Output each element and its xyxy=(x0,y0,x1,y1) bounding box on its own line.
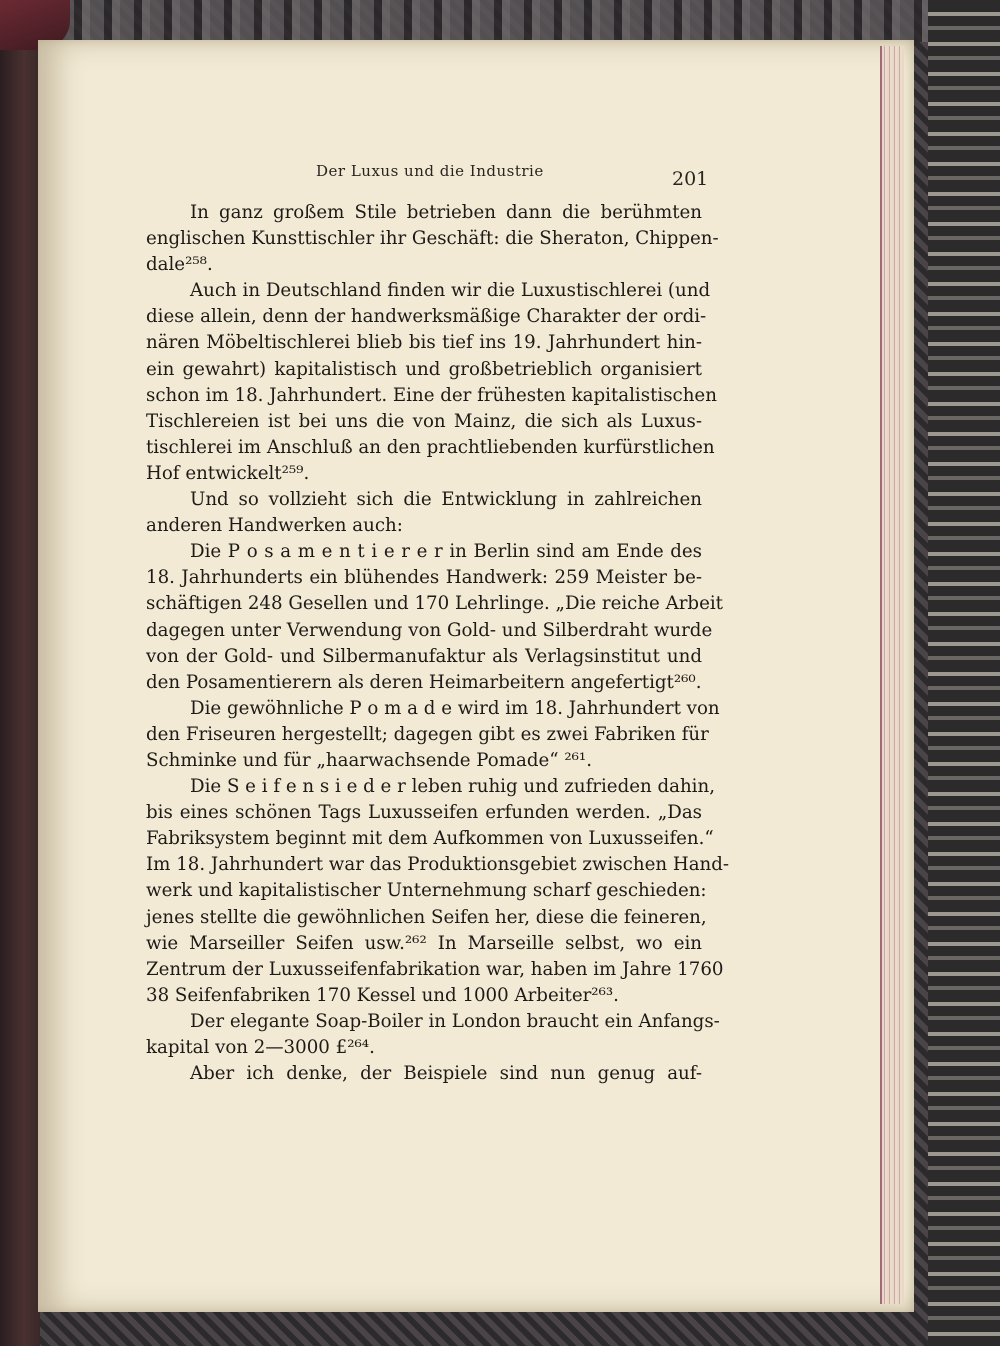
text-line: diese allein, denn der handwerksmäßige Charakter der ordi- xyxy=(146,306,707,328)
text-line: dale²⁵⁸. xyxy=(146,254,213,276)
page-number: 201 xyxy=(672,168,709,190)
text-line: tischlerei im Anschluß an den prachtliebenden kurfürstlichen xyxy=(146,436,715,458)
text-line: Aber ich denke, der Beispiele sind nun genug auf- xyxy=(190,1063,702,1085)
text-line: 18. Jahrhunderts ein blühendes Handwerk: 259 Meister be- xyxy=(146,567,702,589)
text-line: Zentrum der Luxusseifenfabrikation war, haben im Jahre 1760 xyxy=(146,958,724,980)
text-line: Hof entwickelt²⁵⁹. xyxy=(146,462,310,484)
running-title: Der Luxus und die Industrie xyxy=(316,162,544,180)
text-line: den Friseuren hergestellt; dagegen gibt es zwei Fabriken für xyxy=(146,723,709,745)
text-line: Im 18. Jahrhundert war das Produktionsgebiet zwischen Hand- xyxy=(146,854,730,876)
text-line: wie Marseiller Seifen usw.²⁶² In Marseille selbst, wo ein xyxy=(146,932,702,954)
text-line: nären Möbeltischlerei blieb bis tief ins 19. Jahrhundert hin- xyxy=(146,332,702,354)
page-header xyxy=(316,162,709,192)
text-line: Und so vollzieht sich die Entwicklung in zahlreichen xyxy=(190,489,702,511)
body-text xyxy=(146,200,730,1087)
text-line: den Posamentierern als deren Heimarbeitern angefertigt²⁶⁰. xyxy=(146,671,702,693)
text-line: werk und kapitalistischer Unternehmung scharf geschieden: xyxy=(146,880,707,902)
text-line: anderen Handwerken auch: xyxy=(146,515,403,537)
text-line: Auch in Deutschland finden wir die Luxustischlerei (und xyxy=(190,280,711,302)
text-line: Die gewöhnliche P o m a d e wird im 18. Jahrhundert von xyxy=(190,697,720,719)
text-line: Schminke und für „haarwachsende Pomade“ ²⁶¹. xyxy=(146,749,592,771)
cover-pattern-right xyxy=(928,0,1000,1346)
text-line: kapital von 2—3000 £²⁶⁴. xyxy=(146,1037,375,1058)
text-line: Die S e i f e n s i e d e r leben ruhig und zufrieden dahin, xyxy=(190,776,715,798)
text-line: dagegen unter Verwendung von Gold- und Silberdraht wurde xyxy=(146,619,713,641)
text-line: von der Gold- und Silbermanufaktur als Verlagsinstitut und xyxy=(146,645,702,667)
text-line: schäftigen 248 Gesellen und 170 Lehrlinge. „Die reiche Arbeit xyxy=(146,593,723,615)
page-edges xyxy=(880,46,904,1304)
cover-pattern-top xyxy=(0,0,1000,42)
text-line: schon im 18. Jahrhundert. Eine der frühesten kapitalistischen xyxy=(146,384,717,406)
text-line: Die P o s a m e n t i e r e r in Berlin sind am Ende des xyxy=(190,541,702,563)
text-line: Tischlereien ist bei uns die von Mainz, die sich als Luxus- xyxy=(146,410,702,432)
book-spine xyxy=(0,0,40,1346)
text-line: bis eines schönen Tags Luxusseifen erfunden werden. „Das xyxy=(146,802,702,824)
text-line: In ganz großem Stile betrieben dann die berühmten xyxy=(190,202,702,223)
text-line: Der elegante Soap-Boiler in London braucht ein Anfangs- xyxy=(190,1010,720,1032)
text-line: englischen Kunsttischler ihr Geschäft: die Sheraton, Chippen- xyxy=(146,228,719,250)
text-line: ein gewahrt) kapitalistisch und großbetrieblich organisiert xyxy=(146,358,702,380)
text-line: 38 Seifenfabriken 170 Kessel und 1000 Arbeiter²⁶³. xyxy=(146,984,619,1006)
text-line: jenes stellte die gewöhnlichen Seifen her, diese die feineren, xyxy=(146,906,707,928)
text-line: Fabriksystem beginnt mit dem Aufkommen von Luxusseifen.“ xyxy=(146,828,714,850)
